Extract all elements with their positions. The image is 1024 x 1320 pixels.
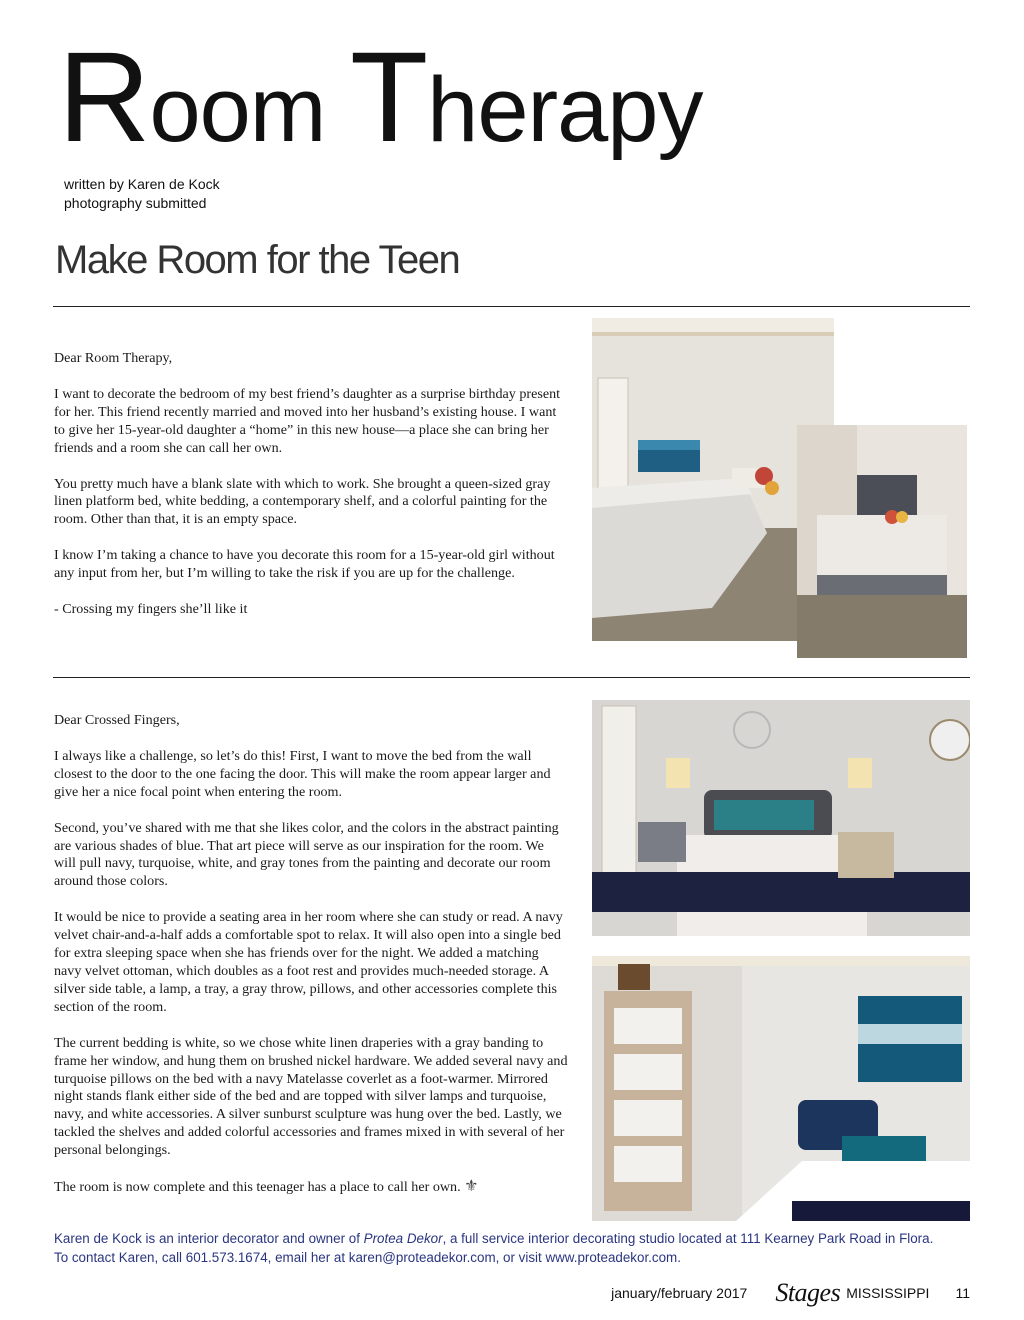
page-number: 11 — [955, 1285, 970, 1301]
response-paragraph: Dear Crossed Fingers, — [54, 712, 180, 728]
footer-issue: january/february 2017 — [611, 1285, 748, 1301]
article-credits — [64, 175, 220, 213]
footer-state: MISSISSIPPI — [846, 1285, 930, 1301]
response-paragraph: Second, you’ve shared with me that she likes color, and the colors in the abstract painting are various shades of blue. That art piece will serve as our inspiration for the room. We will pull navy, turquoise, white, and gray tones from the painting and decorate our room around those colors. — [54, 819, 559, 890]
bio-contact: To contact Karen, call 601.573.1674, email her at karen@proteadekor.com, or visit www.proteadekor.com. — [54, 1250, 681, 1265]
title-initial-r: R — [58, 26, 150, 169]
article-title — [58, 26, 703, 170]
letter-paragraph: I know I’m taking a chance to have you decorate this room for a 15-year-old girl without any input from her, but I’m willing to take the risk if you are up for the challenge. — [54, 547, 555, 582]
divider-middle — [53, 677, 970, 678]
fleur-de-lis-icon: ⚜ — [464, 1178, 479, 1196]
title-initial-t: T — [349, 26, 428, 169]
response-paragraph: It would be nice to provide a seating area in her room where she can study or read. A navy velvet chair-and-a-half adds a comfortable spot to relax. It will also open into a single bed for extra sleeping space when she has friends over for the night. We added a matching navy velvet ottoman, which doubles as a foot rest and provides much-needed storage. A silver side table, a lamp, a tray, a gray throw, pillows, and other accessories complete this section of the room. — [54, 909, 563, 1015]
response-closing — [54, 1178, 568, 1197]
letter-paragraph: I want to decorate the bedroom of my best friend’s daughter as a surprise birthday present for her. This friend recently married and moved into her husband’s existing house. I want to give her 15-year-old daughter a “home” in this new house—a place she can bring her friends and a room she can call her own. — [54, 385, 561, 456]
photo-credit: photography submitted — [64, 195, 207, 211]
letter-paragraph: Dear Room Therapy, — [54, 350, 173, 366]
footer-magazine-logo: Stages — [775, 1278, 841, 1307]
divider-top — [53, 306, 970, 307]
byline: written by Karen de Kock — [64, 176, 220, 192]
author-bio — [54, 1229, 974, 1267]
decorator-response — [54, 712, 568, 1215]
reader-letter — [54, 350, 568, 637]
bio-company: Protea Dekor — [363, 1231, 443, 1246]
letter-signoff: - Crossing my fingers she’ll like it — [54, 601, 248, 618]
response-paragraph: I always like a challenge, so let’s do this! First, I want to move the bed from the wall closest to the door to the one facing the door. This will make the room appear larger and give her a nice focal point when entering the room. — [54, 747, 551, 800]
title-word-room: oom — [149, 59, 326, 161]
article-subtitle: Make Room for the Teen — [55, 238, 460, 282]
bio-text-before: Karen de Kock is an interior decorator and owner of — [54, 1231, 364, 1246]
closing-text: The room is now complete and this teenager has a place to call her own. — [54, 1179, 461, 1196]
bio-text-after: , a full service interior decorating studio located at 111 Kearney Park Road in Flora. — [442, 1231, 934, 1246]
title-word-therapy: herapy — [427, 59, 703, 161]
page-footer — [611, 1280, 970, 1306]
before-photo-bed — [797, 425, 967, 658]
response-paragraph: The current bedding is white, so we chose white linen draperies with a gray banding to frame her window, and hung them on brushed nickel hardware. We added several navy and turquoise pillows on the bed with a navy Matelasse coverlet as a foot-warmer. Mirrored night stands flank either side of the bed and are topped with silver lamps and turquoise, navy, and white accessories. A silver sunburst sculpture was hung over the bed. Lastly, we tackled the shelves and added colorful accessories and frames mixed in with several of her personal belongings. — [54, 1034, 568, 1159]
letter-paragraph: You pretty much have a blank slate with which to work. She brought a queen-sized gray linen platform bed, white bedding, a contemporary shelf, and a colorful painting for the room. Other than that, it is an empty space. — [54, 475, 551, 528]
after-photo-bed — [592, 700, 970, 936]
after-photo-seating — [592, 956, 970, 1221]
bio-line-1 — [54, 1229, 974, 1248]
